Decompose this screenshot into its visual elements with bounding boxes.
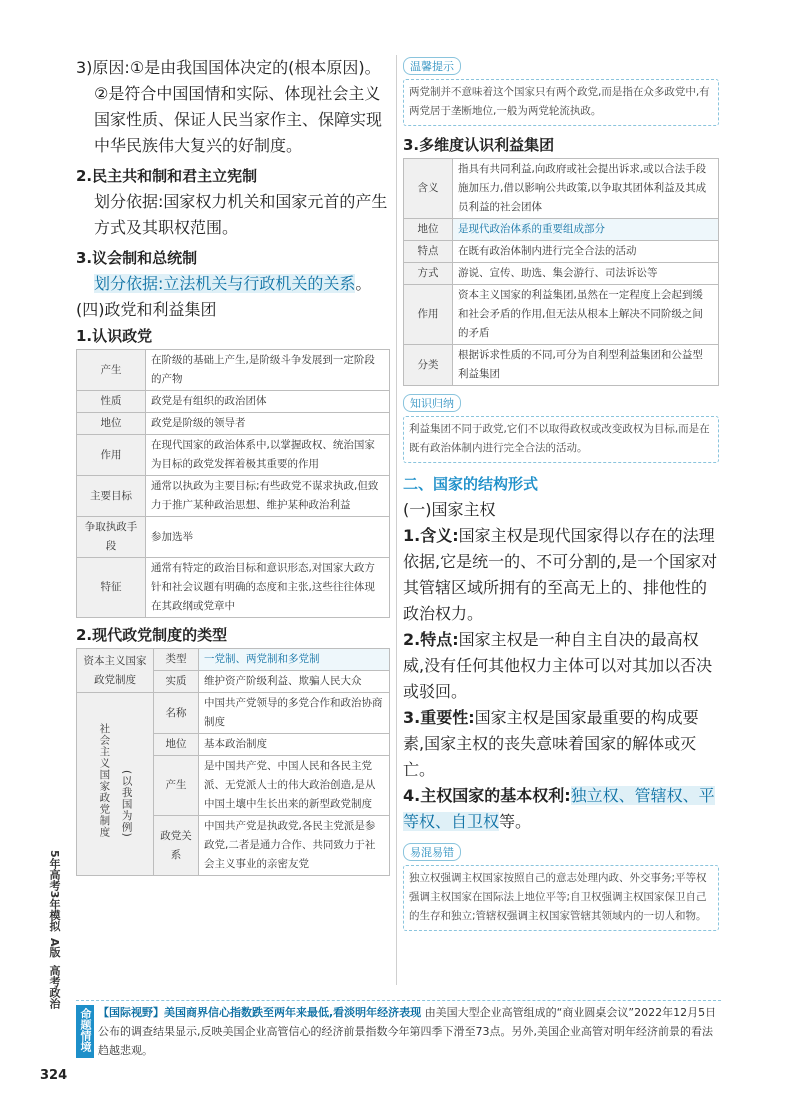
soc-key-origin: 产生 (154, 756, 199, 816)
group-label-meaning: 含义 (404, 159, 453, 219)
heading-party-system-types: 2.现代政党制度的类型 (76, 626, 228, 644)
group-text-type: 根据诉求性质的不同,可分为自利型利益集团和公益型利益集团 (453, 345, 719, 386)
table-row (77, 350, 390, 391)
cap-value-type: 一党制、两党制和多党制 (199, 649, 390, 671)
book-edition: A版 (48, 938, 61, 958)
group-label-status: 地位 (404, 219, 453, 241)
sovereignty-importance (403, 705, 719, 783)
basis-prefix: 划分依据: (94, 274, 164, 293)
sovereignty-rights (403, 783, 719, 835)
soc-value-name: 中国共产党领导的多党合作和政治协商制度 (199, 693, 390, 734)
soc-key-status: 地位 (154, 734, 199, 756)
table-row (404, 263, 719, 285)
group-label-role: 作用 (404, 285, 453, 345)
party-label-origin: 产生 (77, 350, 146, 391)
reason-2: ②是符合中国国情和实际、体现社会主义国家性质、保证人民当家作主、保障实现中华民族伟大复兴的好制度。 (94, 84, 383, 155)
soc-key-relation: 政党关系 (154, 816, 199, 876)
footer-text (98, 1003, 721, 1060)
party-text-feature: 通常有特定的政治目标和意识形态,对国家大政方针和社会议题有明确的态度和主张,这些往往体现在其政纲或党章中 (146, 558, 390, 618)
tip-tag: 温馨提示 (403, 57, 461, 75)
party-label-role: 作用 (77, 435, 146, 476)
group-text-trait: 在既有政治体制内进行完全合法的活动 (453, 241, 719, 263)
knowledge-box (403, 392, 719, 463)
group-label-method: 方式 (404, 263, 453, 285)
group-text-meaning: 指具有共同利益,向政府或社会提出诉求,或以合法手段施加压力,借以影响公共政策,以争取其团体利益及其成员利益的社会团体 (453, 159, 719, 219)
party-text-role: 在现代国家的政治体系中,以掌握政权、统治国家为目标的政党发挥着极其重要的作用 (146, 435, 390, 476)
feature-text: 国家主权是一种自主自决的最高权威,没有任何其他权力主体可以对其加以否决或驳回。 (403, 630, 713, 701)
socialist-label-note: (以我国为例) (120, 770, 133, 838)
table-row (77, 413, 390, 435)
republic-basis: 划分依据:国家权力机关和国家元首的产生方式及其职权范围。 (94, 192, 388, 237)
socialist-label-text: 社会主义国家政党制度 (98, 723, 111, 838)
rights-label: 4.主权国家的基本权利: (403, 786, 571, 805)
footer-label (76, 1005, 94, 1058)
table-row (404, 285, 719, 345)
confusion-tag: 易混易错 (403, 843, 461, 861)
table-row (77, 435, 390, 476)
footer-title: 【国际视野】美国商界信心指数跌至两年来最低,看淡明年经济表现 (98, 1006, 422, 1019)
sidebar (44, 850, 64, 1012)
rights-highlight: 独立权、管辖权、平等权、自卫权 (403, 786, 715, 831)
party-text-means: 参加选举 (146, 517, 390, 558)
heading-state-structure: 二、国家的结构形式 (403, 475, 539, 493)
party-label-goal: 主要目标 (77, 476, 146, 517)
left-column (76, 55, 390, 876)
heading-know-party: 1.认识政党 (76, 327, 153, 345)
cap-value-essence: 维护资产阶级利益、欺骗人民大众 (199, 671, 390, 693)
party-label-status: 地位 (77, 413, 146, 435)
right-column (403, 55, 719, 931)
table-row (77, 391, 390, 413)
column-divider (396, 55, 397, 985)
soc-key-name: 名称 (154, 693, 199, 734)
soc-value-relation: 中国共产党是执政党,各民主党派是参政党,二者是通力合作、共同致力于社会主义事业的亲密友党 (199, 816, 390, 876)
tip-text: 两党制并不意味着这个国家只有两个政党,而是指在众多政党中,有两党居于垄断地位,一般为两党轮流执政。 (403, 79, 719, 126)
importance-label: 3.重要性: (403, 708, 475, 727)
rights-suffix: 等。 (499, 812, 532, 831)
interest-group-table (403, 158, 719, 386)
knowledge-text: 利益集团不同于政党,它们不以取得政权或改变政权为目标,而是在既有政治体制内进行完全合法的活动。 (403, 416, 719, 463)
group-text-role: 资本主义国家的利益集团,虽然在一定程度上会起到缓和社会矛盾的作用,但无法从根本上解决不同阶级之间的矛盾 (453, 285, 719, 345)
capitalist-system-label: 资本主义国家政党制度 (77, 649, 154, 693)
feature-label: 2.特点: (403, 630, 459, 649)
party-text-nature: 政党是有组织的政治团体 (146, 391, 390, 413)
table-row (77, 649, 390, 671)
table-row (404, 219, 719, 241)
parliamentary-basis (76, 271, 390, 297)
section-party: (四)政党和利益集团 (76, 300, 217, 319)
group-label-type: 分类 (404, 345, 453, 386)
importance-text: 国家主权是国家最重要的构成要素,国家主权的丧失意味着国家的解体或灭亡。 (403, 708, 699, 779)
soc-value-status: 基本政治制度 (199, 734, 390, 756)
group-text-status: 是现代政治体系的重要组成部分 (453, 219, 719, 241)
table-row (77, 558, 390, 618)
reason-1: 3)原因:①是由我国国体决定的(根本原因)。 (76, 58, 381, 77)
table-row (77, 693, 390, 734)
party-text-goal: 通常以执政为主要目标;有些政党不谋求执政,但致力于推广某种政治思想、维护某种政治利益 (146, 476, 390, 517)
party-label-means: 争取执政手段 (77, 517, 146, 558)
heading-republic-monarchy: 2.民主共和制和君主立宪制 (76, 167, 258, 185)
section-sovereignty: (一)国家主权 (403, 500, 496, 519)
party-label-nature: 性质 (77, 391, 146, 413)
sovereignty-meaning (403, 523, 719, 627)
basis-suffix: 。 (355, 274, 372, 293)
group-label-trait: 特点 (404, 241, 453, 263)
table-row (404, 241, 719, 263)
footer-context (76, 1000, 721, 1060)
cap-key-essence: 实质 (154, 671, 199, 693)
table-row (77, 476, 390, 517)
footer-label-text: 命题情境 (79, 1008, 92, 1052)
group-text-method: 游说、宣传、助选、集会游行、司法诉讼等 (453, 263, 719, 285)
party-label-feature: 特征 (77, 558, 146, 618)
cap-key-type: 类型 (154, 649, 199, 671)
basis-highlight: 立法机关与行政机关的关系 (163, 274, 356, 293)
party-table (76, 349, 390, 618)
party-system-table (76, 648, 390, 876)
book-title: 5年高考3年模拟 (48, 850, 61, 932)
confusion-text: 独立权强调主权国家按照自己的意志处理内政、外交事务;平等权强调主权国家在国际法上地位平等;自卫权强调主权国家保卫自己的生存和独立;管辖权强调主权国家管辖其领域内的一切人和物。 (403, 865, 719, 931)
heading-interest-groups: 3.多维度认识利益集团 (403, 136, 555, 154)
meaning-label: 1.含义: (403, 526, 459, 545)
sovereignty-feature (403, 627, 719, 705)
table-row (404, 159, 719, 219)
confusion-box (403, 841, 719, 931)
meaning-text: 国家主权是现代国家得以存在的法理依据,它是统一的、不可分割的,是一个国家对其管辖区域所拥有的至高无上的、排他性的政治权力。 (403, 526, 718, 623)
heading-parliamentary-presidential: 3.议会制和总统制 (76, 249, 198, 267)
page-number: 324 (40, 1068, 68, 1083)
table-row (77, 517, 390, 558)
soc-value-origin: 是中国共产党、中国人民和各民主党派、无党派人士的伟大政治创造,是从中国土壤中生长出来的新型政党制度 (199, 756, 390, 816)
tip-box (403, 55, 719, 126)
footer-body: 由美国大型企业高管组成的“商业圆桌会议”2022年12月5日公布的调查结果显示,反映美国企业高管信心的经济前景指数今年第四季下滑至73点。另外,美国企业高管对明年经济前景的看法趋越悲观。 (98, 1006, 717, 1057)
party-text-status: 政党是阶级的领导者 (146, 413, 390, 435)
book-subject: 高考政治 (48, 964, 61, 1009)
socialist-system-label (77, 693, 154, 876)
knowledge-tag: 知识归纳 (403, 394, 461, 412)
party-text-origin: 在阶级的基础上产生,是阶级斗争发展到一定阶段的产物 (146, 350, 390, 391)
table-row (404, 345, 719, 386)
